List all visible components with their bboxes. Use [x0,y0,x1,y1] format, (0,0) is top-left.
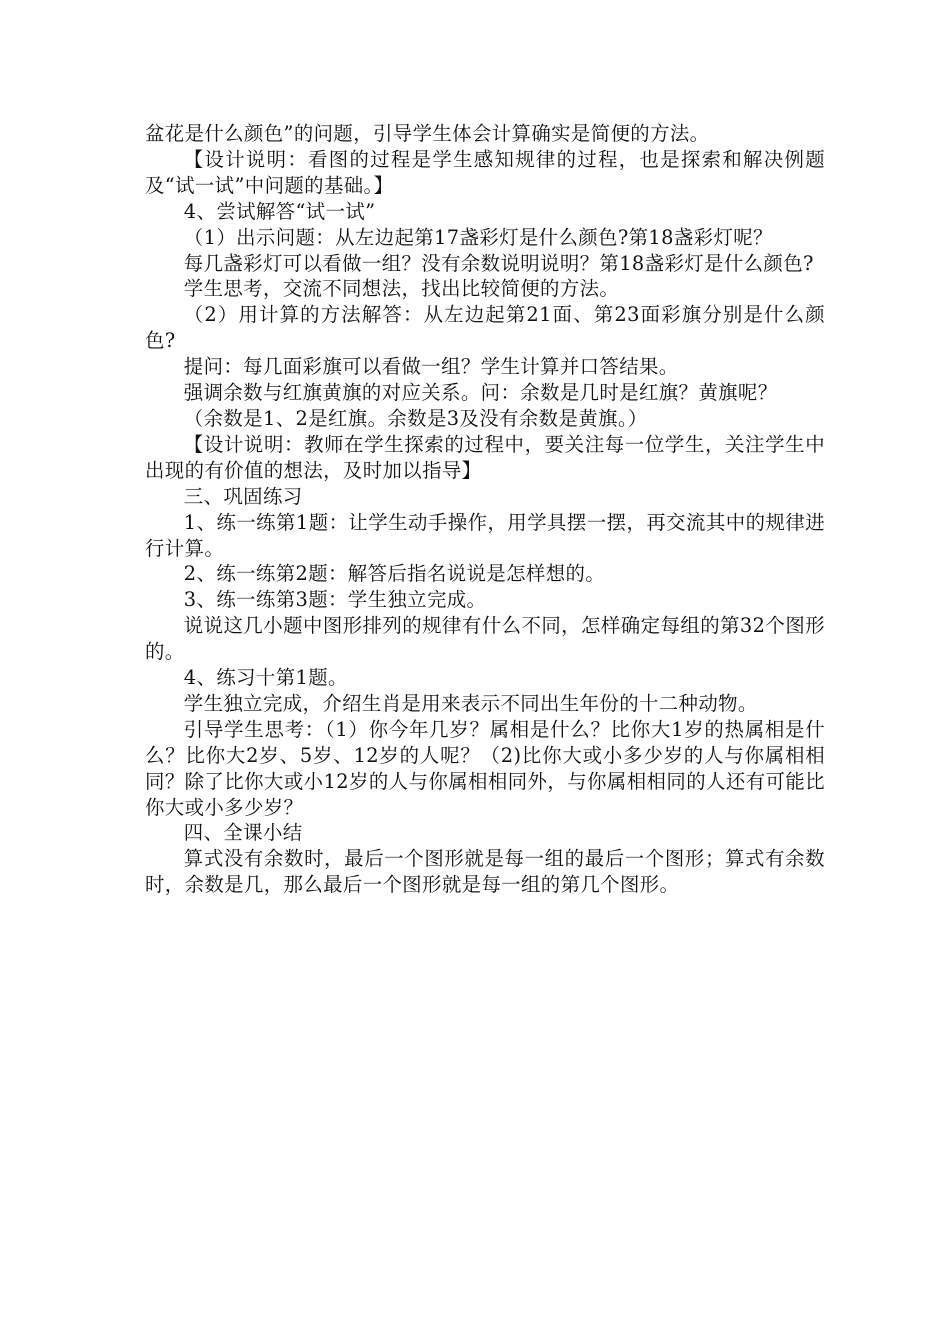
paragraph: （1）出示问题：从左边起第17盏彩灯是什么颜色?第18盏彩灯呢？ [183,225,773,249]
paragraph: 强调余数与红旗黄旗的对应关系。问：余数是几时是红旗？黄旗呢？ [183,381,778,405]
paragraph: 每几盏彩灯可以看做一组？没有余数说明说明？第18盏彩灯是什么颜色? [183,251,814,275]
paragraph: 引导学生思考：（1）你今年几岁？属相是什么？比你大1岁的热属相是什么？比你大2岁、5岁、12岁的人呢？（2)比你大或小多少岁的人与你属相相同？除了比你大或小12岁的人与你属相相同外，与你属相相同的人还有可能比你大或小多少岁？ [145,717,825,819]
paragraph: 盆花是什么颜色”的问题，引导学生体会计算确实是简便的方法。 [145,122,710,145]
section-heading: 三、巩固练习 [183,484,303,508]
paragraph: （2）用计算的方法解答：从左边起第21面、第23面彩旗分别是什么颜色? [145,303,825,353]
paragraph: 算式没有余数时，最后一个图形就是每一组的最后一个图形；算式有余数时，余数是几，那么最后一个图形就是每一组的第几个图形。 [145,847,825,897]
paragraph: 2、练一练第2题：解答后指名说说是怎样想的。 [183,562,606,586]
paragraph: 3、练一练第3题：学生独立完成。 [183,588,487,612]
paragraph: （余数是1、2是红旗。余数是3及没有余数是黄旗。） [183,406,648,430]
paragraph: 学生思考，交流不同想法，找出比较简便的方法。 [183,277,620,301]
section-heading: 四、全课小结 [183,821,303,845]
paragraph: 4、练习十第1题。 [183,666,348,690]
paragraph: 4、尝试解答“试一试” [183,199,376,223]
paragraph: 【设计说明：看图的过程是学生感知规律的过程，也是探索和解决例题及“试一试”中问题的基础。】 [145,147,825,197]
paragraph: 【设计说明：教师在学生探索的过程中，要关注每一位学生，关注学生中出现的有价值的想法，及时加以指导】 [145,432,825,482]
document-body [145,121,825,898]
paragraph: 提问：每几面彩旗可以看做一组？学生计算并口答结果。 [183,355,679,379]
paragraph: 1、练一练第1题：让学生动手操作，用学具摆一摆，再交流其中的规律进行计算。 [145,510,825,560]
paragraph: 学生独立完成，介绍生肖是用来表示不同出生年份的十二种动物。 [183,691,758,715]
paragraph: 说说这几小题中图形排列的规律有什么不同，怎样确定每组的第32个图形的。 [145,614,825,664]
